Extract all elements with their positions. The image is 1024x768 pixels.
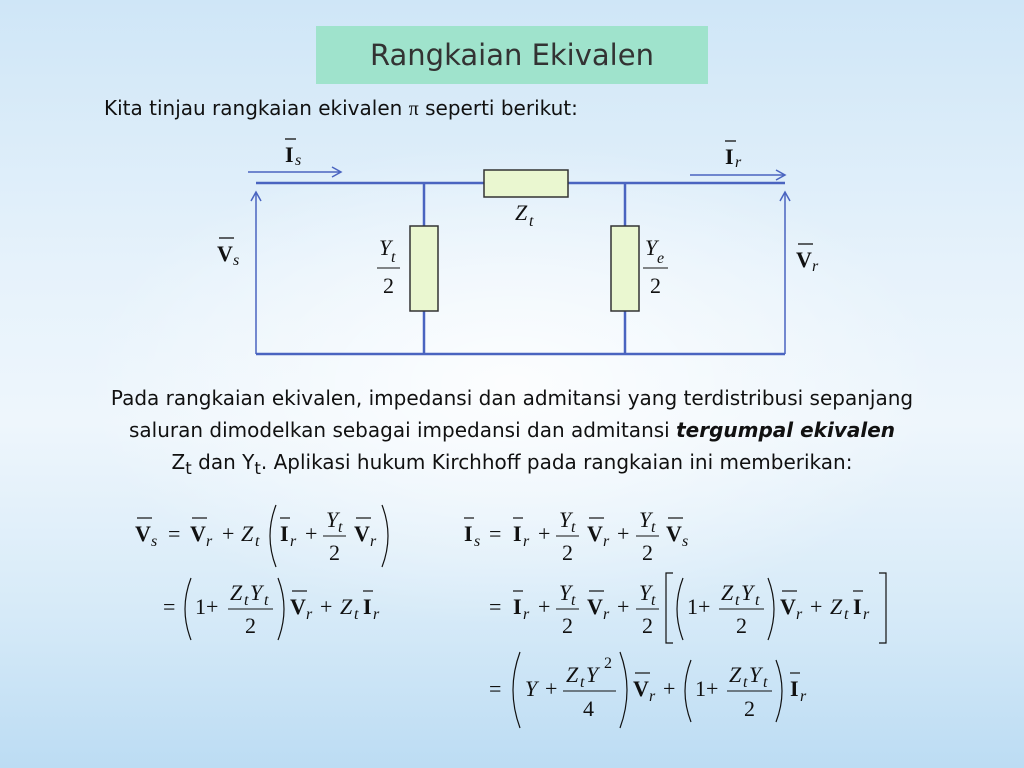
eq-sym: = xyxy=(163,594,176,619)
eq-sub: t xyxy=(743,674,748,691)
eq-sym: 2 xyxy=(329,540,340,565)
eq-sym: Y xyxy=(250,580,263,605)
eq-sym: + xyxy=(617,521,630,546)
eq-sym: Y xyxy=(749,662,762,687)
eq-sym: Y xyxy=(741,580,754,605)
eq-sym: V xyxy=(666,521,682,546)
right-y-num: Y xyxy=(645,235,658,260)
eq-sym: Y xyxy=(586,662,599,687)
intro-after: seperti berikut: xyxy=(418,96,578,120)
eq-sym: Z xyxy=(340,594,353,619)
eq-sub: t xyxy=(571,592,576,609)
eq-sym: Y xyxy=(639,507,652,532)
eq-sym: + xyxy=(222,521,235,546)
eq-sym: Y xyxy=(559,580,572,605)
eq-bracket xyxy=(185,578,191,640)
eq-sym: 2 xyxy=(604,655,612,672)
eq-sym: 2 xyxy=(562,540,573,565)
zt-sub: t xyxy=(529,213,534,230)
eq-bracket xyxy=(677,578,683,640)
equation-is-line1 xyxy=(464,507,688,565)
eq-sym: 2 xyxy=(736,613,747,638)
eq-sym: Y xyxy=(326,507,339,532)
eq-sym: I xyxy=(853,594,862,619)
equation-vs-line1 xyxy=(135,505,388,567)
eq-sym: + xyxy=(663,676,676,701)
eq-sym: Y xyxy=(525,676,538,701)
eq-sym: V xyxy=(354,521,370,546)
eq-sub: r xyxy=(603,606,610,623)
eq-sub: r xyxy=(373,606,380,623)
eq-bracket xyxy=(685,660,691,722)
left-y-den: 2 xyxy=(383,273,394,298)
eq-sym: V xyxy=(633,676,649,701)
eq-sym: Y xyxy=(559,507,572,532)
left-y-num-sub: t xyxy=(391,249,396,266)
eq-sub: r xyxy=(649,688,656,705)
eq-sub: t xyxy=(651,519,656,536)
vs-sub: s xyxy=(233,252,240,269)
eq-sub: r xyxy=(523,606,530,623)
equation-is-line2 xyxy=(489,573,886,643)
yt-inline: Y xyxy=(242,450,255,474)
zt-label: Z xyxy=(515,200,528,225)
eq-sub: t xyxy=(354,606,359,623)
eq-sym: I xyxy=(363,594,372,619)
eq-bracket xyxy=(776,660,782,722)
eq-sym: 1+ xyxy=(695,676,719,701)
eq-sub: s xyxy=(474,533,481,550)
yt-inline-sub: t xyxy=(254,459,261,478)
eq-sub: t xyxy=(338,519,343,536)
eq-sym: = xyxy=(168,521,181,546)
eq-sym: V xyxy=(135,521,151,546)
eq-sub: r xyxy=(206,533,213,550)
eq-sym: = xyxy=(489,676,502,701)
eq-sub: r xyxy=(800,688,807,705)
slide-title: Rangkaian Ekivalen xyxy=(316,26,708,84)
eq-sym: 2 xyxy=(642,613,653,638)
eq-sym: V xyxy=(587,594,603,619)
eq-sub: t xyxy=(264,592,269,609)
is-label: I xyxy=(285,142,294,167)
eq-sym: Y xyxy=(639,580,652,605)
eq-sub: t xyxy=(651,592,656,609)
eq-bracket xyxy=(513,652,520,728)
zt-inline: Z xyxy=(171,450,186,474)
para-line-3-mid: dan xyxy=(191,450,243,474)
para-line-2-before: saluran dimodelkan sebagai impedansi dan admitansi xyxy=(128,418,677,442)
eq-sub: r xyxy=(796,606,803,623)
para-line-1: Pada rangkaian ekivalen, impedansi dan admitansi yang terdistribusi sepanjang xyxy=(110,386,914,410)
eq-sym: Z xyxy=(566,662,579,687)
eq-sub: t xyxy=(244,592,249,609)
eq-sym: I xyxy=(464,521,473,546)
eq-sym: + xyxy=(538,521,551,546)
eq-sym: Z xyxy=(729,662,742,687)
eq-sub: r xyxy=(863,606,870,623)
eq-sym: I xyxy=(513,521,522,546)
eq-sym: = xyxy=(489,594,502,619)
eq-bracket xyxy=(879,573,886,643)
eq-sym: = xyxy=(489,521,502,546)
eq-bracket xyxy=(620,652,627,728)
eq-sub: t xyxy=(755,592,760,609)
equation-is-line3 xyxy=(489,652,807,728)
right-y-den: 2 xyxy=(650,273,661,298)
ir-sub: r xyxy=(735,154,742,171)
eq-sub: r xyxy=(370,533,377,550)
para-line-3-after: . Aplikasi hukum Kirchhoff pada rangkaian ini memberikan: xyxy=(260,450,853,474)
zt-inline-sub: t xyxy=(185,459,192,478)
eq-sub: s xyxy=(151,533,158,550)
eq-sym: V xyxy=(587,521,603,546)
eq-sym: Z xyxy=(230,580,243,605)
left-y-num: Y xyxy=(379,235,392,260)
eq-sym: + xyxy=(538,594,551,619)
eq-bracket xyxy=(270,505,276,567)
eq-sym: + xyxy=(810,594,823,619)
eq-sub: t xyxy=(255,533,260,550)
vr-label: V xyxy=(796,247,812,272)
eq-sub: r xyxy=(523,533,530,550)
eq-bracket xyxy=(382,505,388,567)
eq-bracket xyxy=(278,578,284,640)
eq-sym: + xyxy=(320,594,333,619)
eq-sym: Z xyxy=(830,594,843,619)
eq-bracket xyxy=(666,573,673,643)
eq-sym: 4 xyxy=(583,696,594,721)
eq-sub: r xyxy=(290,533,297,550)
eq-sym: I xyxy=(513,594,522,619)
right-y-num-sub: e xyxy=(657,250,665,267)
is-sub: s xyxy=(295,152,302,169)
eq-sym: V xyxy=(780,594,796,619)
vr-sub: r xyxy=(812,258,819,275)
eq-sym: 2 xyxy=(245,613,256,638)
ir-label: I xyxy=(725,144,734,169)
vs-label: V xyxy=(217,241,233,266)
eq-sub: t xyxy=(735,592,740,609)
para-emphasis: tergumpal ekivalen xyxy=(676,418,896,442)
eq-sub: r xyxy=(603,533,610,550)
eq-sym: 2 xyxy=(642,540,653,565)
eq-bracket xyxy=(768,578,774,640)
eq-sym: I xyxy=(280,521,289,546)
eq-sub: r xyxy=(306,606,313,623)
eq-sub: s xyxy=(682,533,689,550)
eq-sym: + xyxy=(545,676,558,701)
intro-before: Kita tinjau rangkaian ekivalen xyxy=(104,96,409,120)
eq-sub: t xyxy=(571,519,576,536)
eq-sym: 1+ xyxy=(195,594,219,619)
pi-symbol: π xyxy=(408,98,419,120)
eq-sym: 1+ xyxy=(687,594,711,619)
eq-sub: t xyxy=(580,674,585,691)
equation-vs-line2 xyxy=(163,578,380,640)
eq-sym: V xyxy=(290,594,306,619)
eq-sym: Z xyxy=(721,580,734,605)
eq-sym: 2 xyxy=(562,613,573,638)
eq-sym: V xyxy=(190,521,206,546)
eq-sym: I xyxy=(790,676,799,701)
eq-sym: Z xyxy=(241,521,254,546)
eq-sub: t xyxy=(763,674,768,691)
eq-sym: + xyxy=(617,594,630,619)
eq-sym: 2 xyxy=(744,696,755,721)
eq-sym: + xyxy=(305,521,318,546)
eq-sub: t xyxy=(844,606,849,623)
